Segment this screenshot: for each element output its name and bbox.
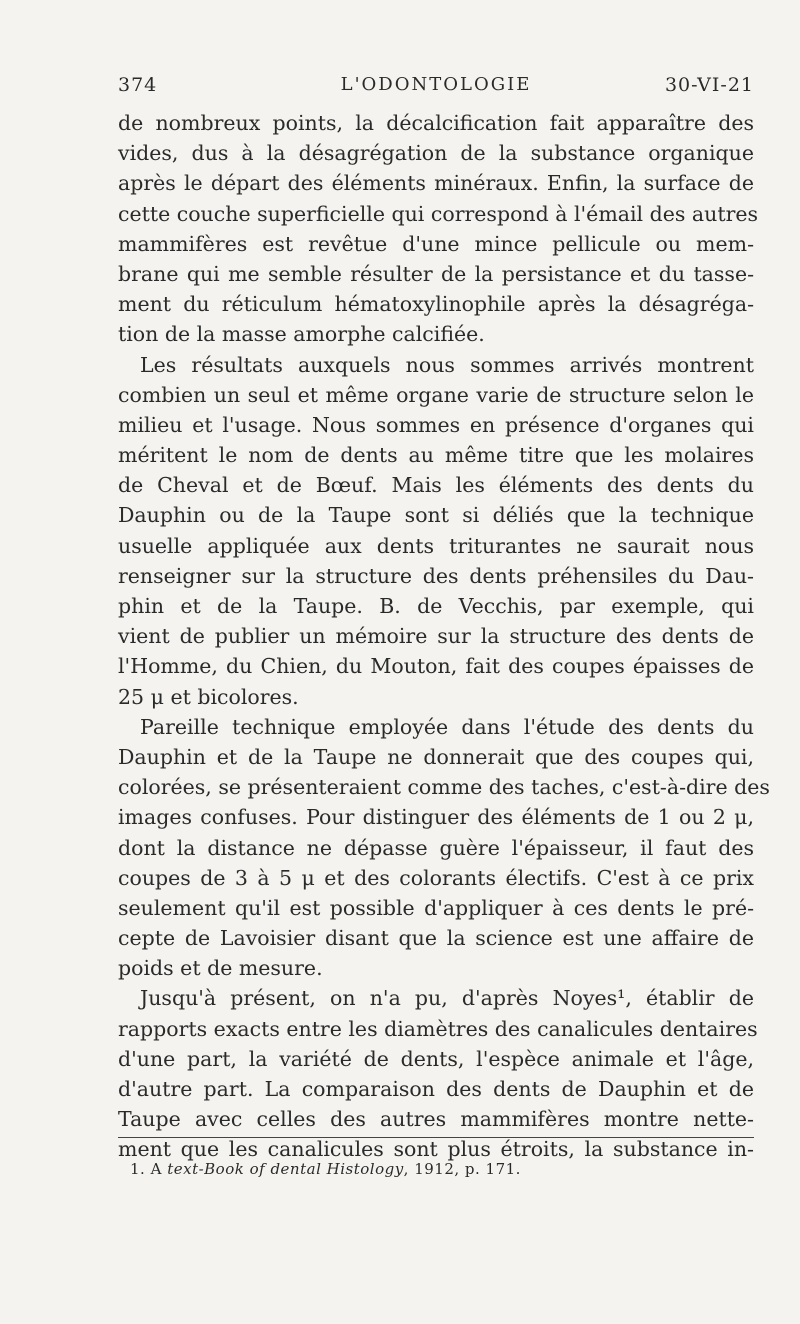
text-line: l'Homme, du Chien, du Mouton, fait des coupes épaisses de: [118, 654, 754, 679]
text-line: cepte de Lavoisier disant que la science est une affaire de: [118, 926, 754, 951]
text-line: méritent le nom de dents au même titre que les molaires: [118, 443, 754, 468]
text-line: cette couche superficielle qui correspond à l'émail des autres: [118, 201, 759, 226]
text-line: après le départ des éléments minéraux. Enfin, la surface de: [118, 171, 754, 196]
footnote-rest: , 1912, p. 171.: [403, 1160, 521, 1178]
running-title: L'ODONTOLOGIE: [340, 74, 532, 95]
text-line: poids et de mesure.: [118, 956, 323, 981]
text-line: d'autre part. La comparaison des dents de Dauphin et de: [118, 1077, 754, 1101]
text-line: renseigner sur la structure des dents préhensiles du Dau-: [118, 563, 754, 588]
text-line: de nombreux points, la décalcification fait apparaître des: [118, 111, 754, 135]
text-line: colorées, se présenteraient comme des taches, c'est-à-dire des: [118, 775, 770, 800]
page-number: 374: [118, 74, 158, 96]
text-line: de Cheval et de Bœuf. Mais les éléments des dents du: [118, 473, 754, 498]
footnote-title: text-Book of dental Histology: [167, 1160, 404, 1178]
text-line: Les résultats auxquels nous sommes arrivés montrent: [140, 352, 754, 377]
text-line: dont la distance ne dépasse guère l'épaisseur, il faut des: [118, 835, 754, 860]
text-line: combien un seul et même organe varie de structure selon le: [118, 382, 754, 407]
text-line: brane qui me semble résulter de la persistance et du tasse-: [118, 261, 754, 286]
text-line: 25 μ et bicolores.: [118, 684, 299, 709]
text-line: vient de publier un mémoire sur la structure des dents de: [118, 624, 754, 649]
text-line: phin et de la Taupe. B. de Vecchis, par exemple, qui: [118, 594, 754, 618]
footnote-rule: [118, 1137, 754, 1138]
text-line: Dauphin ou de la Taupe sont si déliés que la technique: [118, 503, 754, 528]
text-line: d'une part, la variété de dents, l'espèce animale et l'âge,: [118, 1046, 754, 1071]
text-line: coupes de 3 à 5 μ et des colorants électifs. C'est à ce prix: [118, 865, 754, 890]
text-line: seulement qu'il est possible d'appliquer à ces dents le pré-: [118, 895, 754, 920]
issue-date: 30-VI-21: [664, 74, 754, 96]
text-line: Jusqu'à présent, on n'a pu, d'après Noyes¹, établir de: [140, 986, 754, 1011]
text-line: milieu et l'usage. Nous sommes en présence d'organes qui: [118, 412, 754, 437]
text-line: Pareille technique employée dans l'étude des dents du: [140, 714, 754, 739]
text-line: Dauphin et de la Taupe ne donnerait que des coupes qui,: [118, 744, 754, 769]
text-line: ment du réticulum hématoxylinophile après la désagréga-: [118, 292, 754, 317]
text-line: Taupe avec celles des autres mammifères montre nette-: [118, 1107, 754, 1132]
text-line: rapports exacts entre les diamètres des canalicules dentaires: [118, 1016, 758, 1041]
text-line: tion de la masse amorphe calcifiée.: [118, 322, 485, 347]
text-line: images confuses. Pour distinguer des éléments de 1 ou 2 μ,: [118, 805, 754, 830]
footnote-marker: 1. A: [130, 1160, 162, 1178]
footnote: [130, 1160, 521, 1178]
text-line: mammifères est revêtue d'une mince pellicule ou mem-: [118, 231, 754, 256]
text-line: ment que les canalicules sont plus étroits, la substance in-: [118, 1137, 754, 1162]
page-header: [118, 74, 754, 104]
text-line: vides, dus à la désagrégation de la substance organique: [118, 141, 754, 166]
body-text: [118, 108, 770, 1165]
text-line: usuelle appliquée aux dents triturantes ne saurait nous: [118, 533, 754, 558]
